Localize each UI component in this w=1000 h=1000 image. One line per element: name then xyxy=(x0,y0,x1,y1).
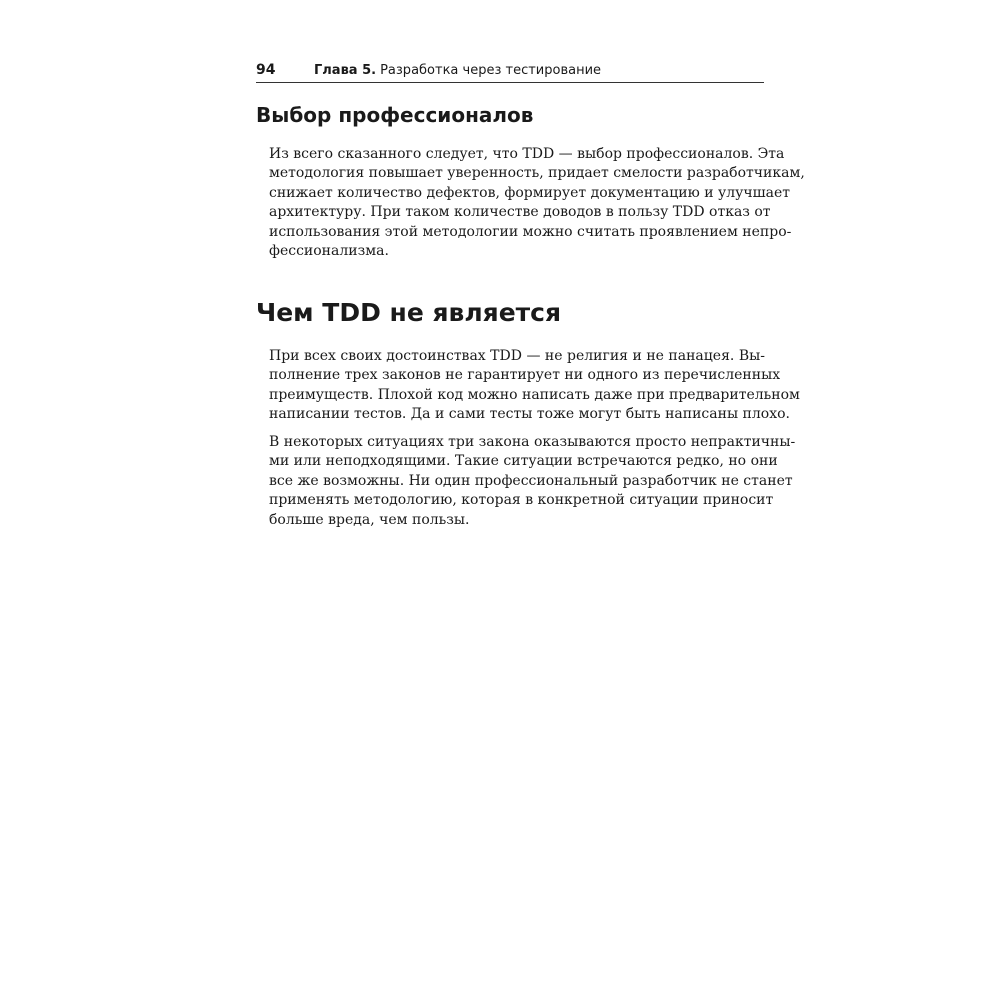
text-line: преимуществ. Плохой код можно написать даже при предварительном xyxy=(269,386,800,403)
text-line: все же возможны. Ни один профессиональный разработчик не станет xyxy=(269,472,793,489)
text-line: фессионализма. xyxy=(269,243,389,260)
page-number: 94 xyxy=(256,62,276,78)
chapter-label: Глава 5. xyxy=(314,63,377,78)
text-line: применять методологию, которая в конкретной ситуации приносит xyxy=(269,492,774,509)
text-line: архитектуру. При таком количестве доводов в пользу TDD отказ от xyxy=(269,204,771,221)
paragraph xyxy=(269,347,800,425)
text-line: использования этой методологии можно считать проявлением непро- xyxy=(269,223,792,240)
chapter-title: Разработка через тестирование xyxy=(380,63,602,78)
text-line: полнение трех законов не гарантирует ни одного из перечисленных xyxy=(269,367,781,384)
text-line: написании тестов. Да и сами тесты тоже могут быть написаны плохо. xyxy=(269,406,790,423)
text-line: снижает количество дефектов, формирует документацию и улучшает xyxy=(269,184,791,201)
paragraph xyxy=(269,145,805,261)
text-line: ми или неподходящими. Такие ситуации встречаются редко, но они xyxy=(269,453,778,470)
text-line: методология повышает уверенность, придает смелости разработчикам, xyxy=(269,165,805,182)
section-heading-professional-choice: Выбор профессионалов xyxy=(256,103,534,127)
text-line: больше вреда, чем пользы. xyxy=(269,511,470,528)
section-heading-what-tdd-is-not: Чем TDD не является xyxy=(256,298,562,327)
paragraph xyxy=(269,433,796,530)
text-line: При всех своих достоинствах TDD — не религия и не панацея. Вы- xyxy=(269,348,765,364)
text-line: Из всего сказанного следует, что TDD — выбор профессионалов. Эта xyxy=(269,146,785,162)
text-line: В некоторых ситуациях три закона оказываются просто непрактичны- xyxy=(269,434,796,450)
running-header xyxy=(256,58,764,83)
